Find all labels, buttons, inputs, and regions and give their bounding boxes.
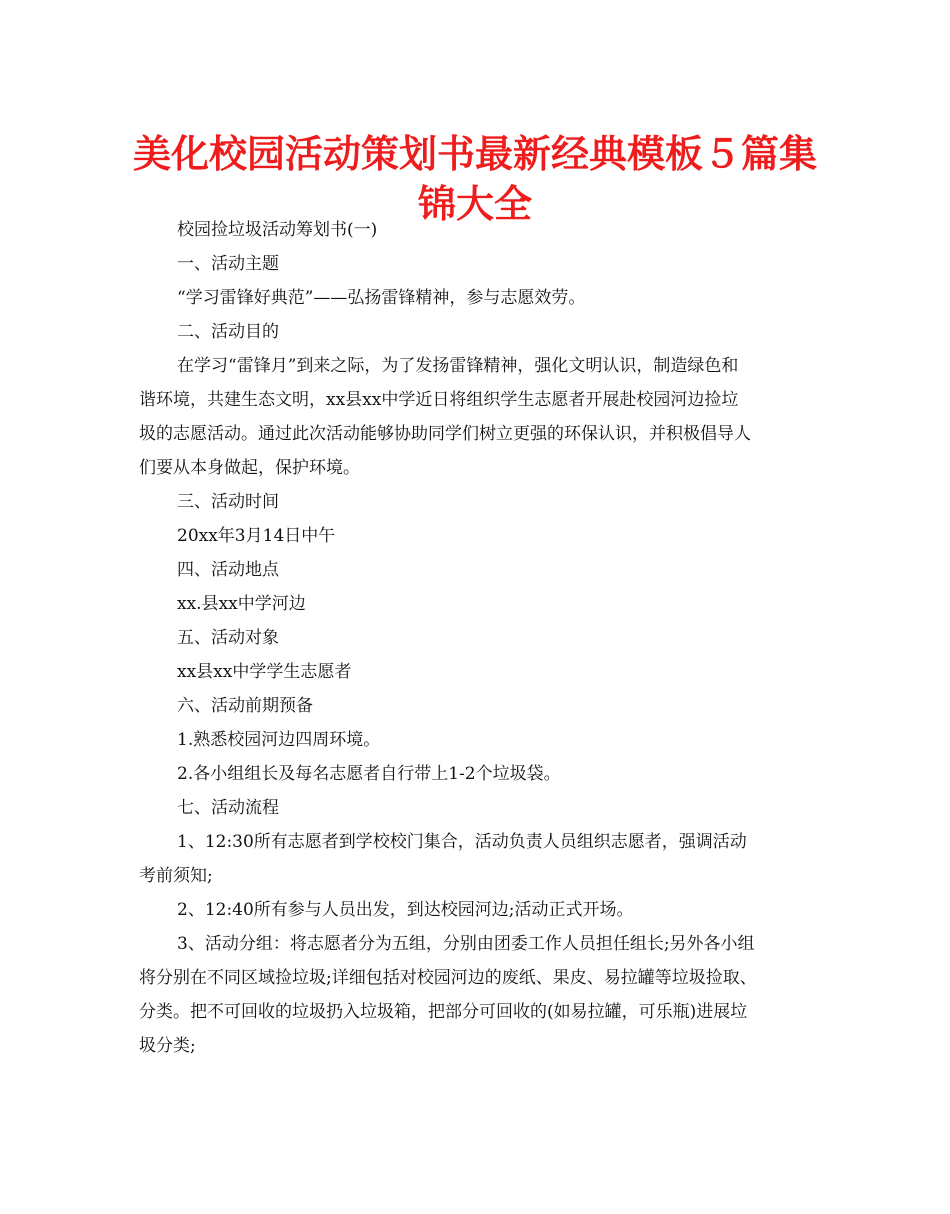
- paragraph-process-step-3: 分类。把不可回收的垃圾扔入垃圾箱，把部分可回收的(如易拉罐，可乐瓶)进展垃: [139, 1002, 748, 1022]
- paragraph-process-step-3: 3、活动分组：将志愿者分为五组，分别由团委工作人员担任组长;另外各小组: [177, 934, 755, 954]
- section-heading-preparation: 六、活动前期预备: [177, 696, 313, 716]
- paragraph-purpose-line: 谐环境，共建生态文明，xx县xx中学近日将组织学生志愿者开展赴校园河边捡垃: [139, 390, 739, 410]
- section-heading-theme: 一、活动主题: [177, 254, 279, 274]
- section-heading-time: 三、活动时间: [177, 492, 279, 512]
- paragraph-process-step-1: 1、12:30所有志愿者到学校校门集合，活动负责人员组织志愿者，强调活动: [177, 832, 747, 852]
- paragraph-location: xx.县xx中学河边: [177, 594, 306, 614]
- section-heading-process: 七、活动流程: [177, 798, 279, 818]
- section-heading-location: 四、活动地点: [177, 560, 279, 580]
- list-item-preparation: 2.各小组组长及每名志愿者自行带上1-2个垃圾袋。: [177, 764, 561, 784]
- paragraph-process-step-2: 2、12:40所有参与人员出发，到达校园河边;活动正式开场。: [177, 900, 634, 920]
- document-title-line-2: 锦大全: [417, 182, 532, 226]
- paragraph-process-step-3: 圾分类;: [139, 1036, 196, 1056]
- paragraph-participants: xx县xx中学学生志愿者: [177, 662, 352, 682]
- paragraph-process-step-3: 将分别在不同区域捡垃圾;详细包括对校园河边的废纸、果皮、易拉罐等垃圾捡取、: [139, 968, 757, 988]
- paragraph-process-step-1: 考前须知;: [139, 866, 213, 886]
- document-title-line-1: 美化校园活动策划书最新经典模板５篇集: [132, 132, 817, 176]
- paragraph-purpose-line: 们要从本身做起，保护环境。: [139, 458, 360, 478]
- paragraph-theme: “学习雷锋好典范”——弘扬雷锋精神，参与志愿效劳。: [177, 288, 586, 308]
- paragraph-purpose-line: 在学习“雷锋月”到来之际，为了发扬雷锋精神，强化文明认识，制造绿色和: [177, 356, 739, 376]
- paragraph-purpose-line: 圾的志愿活动。通过此次活动能够协助同学们树立更强的环保认识，并积极倡导人: [139, 424, 751, 444]
- section-heading-purpose: 二、活动目的: [177, 322, 279, 342]
- section-heading-plan: 校园捡垃圾活动筹划书(一): [177, 220, 378, 240]
- list-item-preparation: 1.熟悉校园河边四周环境。: [177, 730, 381, 750]
- section-heading-participants: 五、活动对象: [177, 628, 279, 648]
- paragraph-time: 20xx年3月14日中午: [177, 526, 336, 546]
